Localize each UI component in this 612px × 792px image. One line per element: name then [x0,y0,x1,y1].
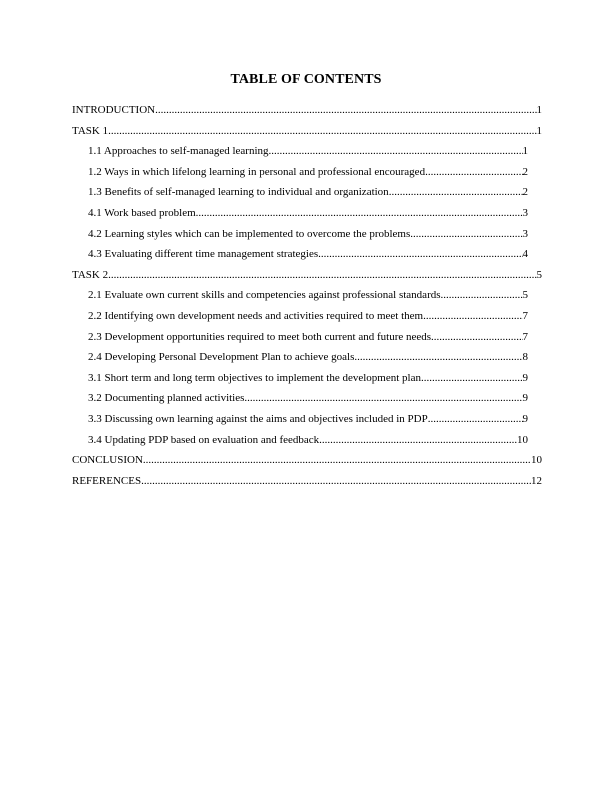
toc-entry-label: 4.3 Evaluating different time management strategies [88,248,319,261]
toc-entry-label: 4.1 Work based problem [88,206,196,219]
toc-page-number: 12 [531,474,542,487]
toc-entry-label: REFERENCES [72,474,142,487]
toc-entry-4-1[interactable] [88,203,528,224]
toc-page-number: 5 [522,289,528,302]
toc-dot-leader [318,244,522,265]
toc-page-number: 1 [536,124,542,137]
toc-entry-3-1[interactable] [88,368,528,389]
table-of-contents [72,100,550,491]
toc-page-number: 9 [522,392,528,405]
toc-entry-label: 1.1 Approaches to self-managed learning [88,145,269,158]
toc-dot-leader [423,306,522,327]
toc-page-number: 9 [522,371,528,384]
page-title: TABLE OF CONTENTS [230,72,382,87]
toc-entry-2-2[interactable] [88,306,528,327]
toc-entry-label: TASK 2 [72,268,109,281]
toc-entry-label: INTRODUCTION [72,104,156,116]
toc-dot-leader [410,224,522,245]
toc-page-number: 1 [536,104,542,116]
toc-entry-label: 2.3 Development opportunities required to meet both current and future needs [88,330,432,343]
toc-page-number: 7 [522,309,528,322]
toc-entry-3-4[interactable] [88,430,528,451]
toc-dot-leader [354,347,522,368]
toc-dot-leader [421,368,523,389]
toc-entry-4-2[interactable] [88,224,528,245]
toc-page-number: 3 [522,206,528,219]
toc-dot-leader [389,182,523,203]
toc-dot-leader [244,388,522,409]
toc-page-number: 10 [517,433,528,446]
toc-entry-label: 2.4 Developing Personal Development Plan to achieve goals [88,351,355,364]
toc-entry-label: TASK 1 [72,124,109,137]
toc-entry-3-3[interactable] [88,409,528,430]
toc-page-number: 4 [522,248,528,261]
toc-entry-1-2[interactable] [88,162,528,183]
toc-entry-2-4[interactable] [88,347,528,368]
toc-dot-leader [431,327,522,348]
toc-entry-introduction[interactable] [72,100,542,121]
toc-dot-leader [141,471,531,492]
toc-dot-leader [441,285,523,306]
toc-entry-label: 2.2 Identifying own development needs and activities required to meet them [88,309,424,322]
toc-entry-2-3[interactable] [88,327,528,348]
toc-entry-label: 1.2 Ways in which lifelong learning in personal and professional encouraged [88,165,426,178]
toc-page-number: 9 [522,412,528,425]
toc-page-number: 7 [522,330,528,343]
toc-page-number: 3 [522,227,528,240]
toc-entry-references[interactable] [72,471,542,492]
toc-dot-leader [108,265,536,286]
toc-dot-leader [155,100,536,121]
toc-dot-leader [196,203,523,224]
toc-dot-leader [269,141,523,162]
toc-entry-task-2[interactable] [72,265,542,286]
toc-dot-leader [319,430,517,451]
toc-entry-label: CONCLUSION [72,454,143,467]
toc-entry-conclusion[interactable] [72,450,542,471]
toc-entry-label: 1.3 Benefits of self-managed learning to individual and organization [88,186,389,199]
toc-entry-label: 3.1 Short term and long term objectives to implement the development plan [88,371,421,384]
toc-entry-4-3[interactable] [88,244,528,265]
toc-entry-label: 3.3 Discussing own learning against the aims and objectives included in PDP [88,412,428,425]
toc-dot-leader [428,409,523,430]
toc-entry-1-3[interactable] [88,182,528,203]
toc-page-number: 2 [522,186,528,199]
toc-page-number: 10 [531,454,542,467]
toc-dot-leader [108,121,536,142]
toc-page-number: 5 [536,268,542,281]
toc-page-number: 1 [522,145,528,158]
toc-dot-leader [425,162,522,183]
toc-entry-label: 3.2 Documenting planned activities [88,392,245,405]
toc-page-number: 2 [522,165,528,178]
toc-entry-3-2[interactable] [88,388,528,409]
toc-entry-label: 2.1 Evaluate own current skills and competencies against professional standards [88,289,441,302]
toc-entry-2-1[interactable] [88,285,528,306]
toc-page-number: 8 [522,351,528,364]
toc-entry-label: 3.4 Updating PDP based on evaluation and feedback [88,433,320,446]
toc-entry-label: 4.2 Learning styles which can be implemented to overcome the problems [88,227,411,240]
toc-entry-task-1[interactable] [72,121,542,142]
toc-dot-leader [143,450,531,471]
toc-entry-1-1[interactable] [88,141,528,162]
